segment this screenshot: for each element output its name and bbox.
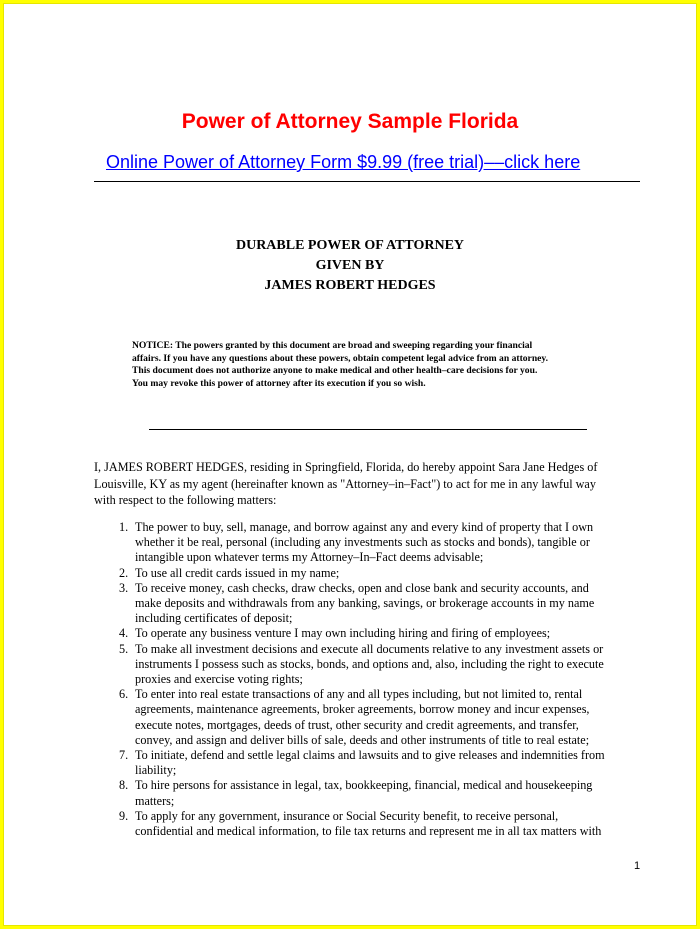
list-item-number: 9. [119,808,129,823]
list-item-text: The power to buy, sell, manage, and borrow against any and every kind of property that I own [135,520,594,534]
list-item [119,581,639,627]
list-item-text: whether it be real, personal (including any investments such as stocks and bonds), tangible or [135,535,590,550]
list-item-text: To use all credit cards issued in my name; [135,565,340,580]
list-item-number: 8. [119,778,129,793]
list-item-text: convey, and assign and deliver bills of sale, deeds and other instruments of title to real estate; [135,732,590,747]
list-item-text: intangible upon whatever terms my Attorney–In–Fact deems advisable; [135,550,484,565]
list-item [119,748,639,778]
list-item-text: agreements, maintenance agreements, broker agreements, borrow money and incur expenses, [135,702,590,717]
intro-line: with respect to the following matters: [94,493,277,508]
list-item-text: instruments I possess such as stocks, bonds, and options and, also, including the right to execute [135,656,604,671]
list-item [119,626,639,641]
notice-block [132,340,612,390]
list-item-number: 6. [119,687,129,702]
online-form-link[interactable]: Online Power of Attorney Form $9.99 (free trial)––click here [106,152,581,172]
intro-line: Louisville, KY as my agent (hereinafter known as "Attorney–in–Fact") to act for me in any lawful way [94,476,596,491]
list-item [119,809,639,839]
list-item-text: proxies and exercise voting rights; [135,672,303,687]
list-item-text: To operate any business venture I may own including hiring and firing of employees; [135,626,551,641]
powers-list [119,520,639,839]
document-heading-line-1: DURABLE POWER OF ATTORNEY [235,238,465,253]
page-number: 1 [634,860,641,872]
list-item [119,778,639,808]
list-item-text: matters; [135,793,175,808]
list-item-number: 4. [119,626,129,641]
notice-line: affairs. If you have any questions about these powers, obtain competent legal advice from an attorney. [132,352,549,364]
notice-line: This document does not authorize anyone to make medical and other health–care decisions for you. [132,365,538,376]
list-item-number: 7. [119,748,129,763]
list-item-number: 5. [119,641,129,656]
notice-divider [149,429,587,430]
notice-line: NOTICE: The powers granted by this document are broad and sweeping regarding your financial [132,340,533,351]
document-page [3,3,697,926]
list-item-text: To hire persons for assistance in legal, tax, bookkeeping, financial, medical and housekeeping [135,778,593,793]
list-item-text: execute notes, mortgages, deeds of trust, other security and credit agreements, and transfer, [135,717,579,732]
header-divider [94,181,640,182]
list-item-number: 1. [119,520,129,534]
list-item [119,520,639,566]
page-title: Power of Attorney Sample Florida [181,110,519,133]
document-heading-line-2: GIVEN BY [315,258,385,273]
notice-line: You may revoke this power of attorney after its execution if you so wish. [132,377,426,389]
list-item-text: To enter into real estate transactions of any and all types including, but not limited to, rental [135,687,583,702]
list-item-text: To make all investment decisions and execute all documents relative to any investment assets or [135,641,604,656]
list-item [119,642,639,688]
list-item-text: liability; [135,763,177,778]
list-item-text: To initiate, defend and settle legal claims and lawsuits and to give releases and indemnities from [135,748,605,763]
intro-line: I, JAMES ROBERT HEDGES, residing in Springfield, Florida, do hereby appoint Sara Jane Hedges of [94,460,598,474]
list-item-text: confidential and medical information, to file tax returns and represent me in all tax matters with [135,824,602,839]
list-item-text: including certificates of deposit; [135,611,293,626]
list-item-number: 3. [119,580,129,595]
list-item-number: 2. [119,565,129,580]
intro-paragraph [94,459,654,509]
list-item-text: make deposits and withdrawals from any banking, savings, or brokerage accounts in my name [135,596,595,611]
document-heading-line-3: JAMES ROBERT HEDGES [264,278,436,293]
list-item [119,687,639,748]
list-item [119,566,639,581]
list-item-text: To receive money, cash checks, draw checks, open and close bank and security accounts, and [135,580,589,595]
list-item-text: To apply for any government, insurance or Social Security benefit, to receive personal, [135,808,559,823]
